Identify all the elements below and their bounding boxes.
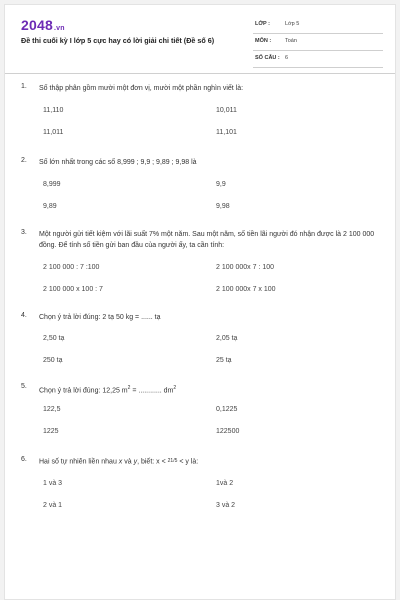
option-d[interactable]: 3 và 2 <box>216 502 236 509</box>
option-d[interactable]: 11,101 <box>216 129 237 136</box>
option-d[interactable]: 25 tạ <box>216 357 232 364</box>
question-text-part: và <box>122 458 134 466</box>
meta-key: MÔN : <box>255 38 272 44</box>
question-1 <box>21 83 381 143</box>
option-d[interactable]: 2 100 000x 7 x 100 <box>216 286 276 293</box>
meta-key: SỐ CÂU : <box>255 55 280 61</box>
option-b[interactable]: 2 100 000x 7 : 100 <box>216 264 274 271</box>
option-b[interactable]: 2,05 tạ <box>216 335 238 342</box>
option-c[interactable]: 250 tạ <box>43 357 63 364</box>
option-c[interactable]: 2 và 1 <box>43 502 63 509</box>
option-a[interactable]: 2,50 tạ <box>43 335 65 342</box>
superscript: 2 <box>127 385 131 391</box>
fraction: 21/5 <box>167 458 178 464</box>
exam-page <box>4 4 396 600</box>
option-b[interactable]: 1và 2 <box>216 480 234 487</box>
option-a[interactable]: 122,5 <box>43 406 61 413</box>
question-2 <box>21 157 381 217</box>
page-header <box>5 5 395 74</box>
question-text: Số lớn nhất trong các số 8,999 ; 9,9 ; 9,89 ; 9,98 là <box>39 159 197 166</box>
question-text <box>39 456 379 467</box>
question-4 <box>21 312 381 372</box>
exam-title: Đề thi cuối kỳ I lớp 5 cực hay có lời giải chi tiết (Đề số 6) <box>21 36 215 45</box>
meta-value: Lớp 5 <box>285 21 300 27</box>
question-number: 4. <box>21 312 27 319</box>
meta-key: LỚP : <box>255 21 270 27</box>
logo-suffix: .vn <box>53 25 65 32</box>
question-3 <box>21 229 381 299</box>
option-b[interactable]: 0,1225 <box>216 406 238 413</box>
option-c[interactable]: 2 100 000 x 100 : 7 <box>43 286 103 293</box>
question-text-part: Chọn ý trả lời đúng: 12,25 m <box>39 387 128 395</box>
question-text-part: Hai số tự nhiên liền nhau <box>39 458 119 466</box>
question-text: Số thập phân gồm mười một đơn vị, mười một phần nghìn viết là: <box>39 85 244 92</box>
variable-y: y <box>133 458 138 466</box>
exam-meta <box>253 19 383 70</box>
question-6 <box>21 456 381 516</box>
question-number: 3. <box>21 229 27 236</box>
question-text: Chọn ý trả lời đúng: 2 tạ 50 kg = ...... tạ <box>39 314 161 321</box>
meta-row-subject <box>253 36 383 51</box>
question-number: 6. <box>21 456 27 463</box>
option-a[interactable]: 2 100 000 : 7 :100 <box>43 264 100 271</box>
option-a[interactable]: 1 và 3 <box>43 480 63 487</box>
meta-value: 6 <box>285 55 289 61</box>
logo-text: 2048 <box>21 17 53 33</box>
question-text: Một người gửi tiết kiệm với lãi suất 7% một năm. Sau một năm, số tiền lãi người đó nhận được là 2 100 000 đồng. Để tính số tiền gửi ban đầu của người ấy, ta cần tính: <box>39 231 375 249</box>
question-number: 2. <box>21 157 27 164</box>
meta-row-class <box>253 19 383 34</box>
option-a[interactable]: 8,999 <box>43 181 61 188</box>
question-text-part: = ............ dm <box>130 387 174 395</box>
option-b[interactable]: 10,011 <box>216 107 237 114</box>
question-number: 5. <box>21 383 27 390</box>
meta-value: Toán <box>285 38 297 44</box>
option-b[interactable]: 9,9 <box>216 181 226 188</box>
superscript: 2 <box>173 385 177 391</box>
question-number: 1. <box>21 83 27 90</box>
meta-row-count <box>253 53 383 68</box>
question-5 <box>21 383 381 443</box>
variable-x: x <box>118 458 123 466</box>
question-text-part: < y là: <box>177 458 199 466</box>
option-c[interactable]: 9,89 <box>43 203 57 210</box>
question-text <box>39 383 379 396</box>
option-d[interactable]: 122500 <box>216 428 240 435</box>
option-c[interactable]: 1225 <box>43 428 59 435</box>
site-logo[interactable] <box>21 17 65 33</box>
option-a[interactable]: 11,110 <box>43 107 64 114</box>
question-text-part: , biết: x < <box>137 458 166 466</box>
option-d[interactable]: 9,98 <box>216 203 230 210</box>
option-c[interactable]: 11,011 <box>43 129 64 136</box>
